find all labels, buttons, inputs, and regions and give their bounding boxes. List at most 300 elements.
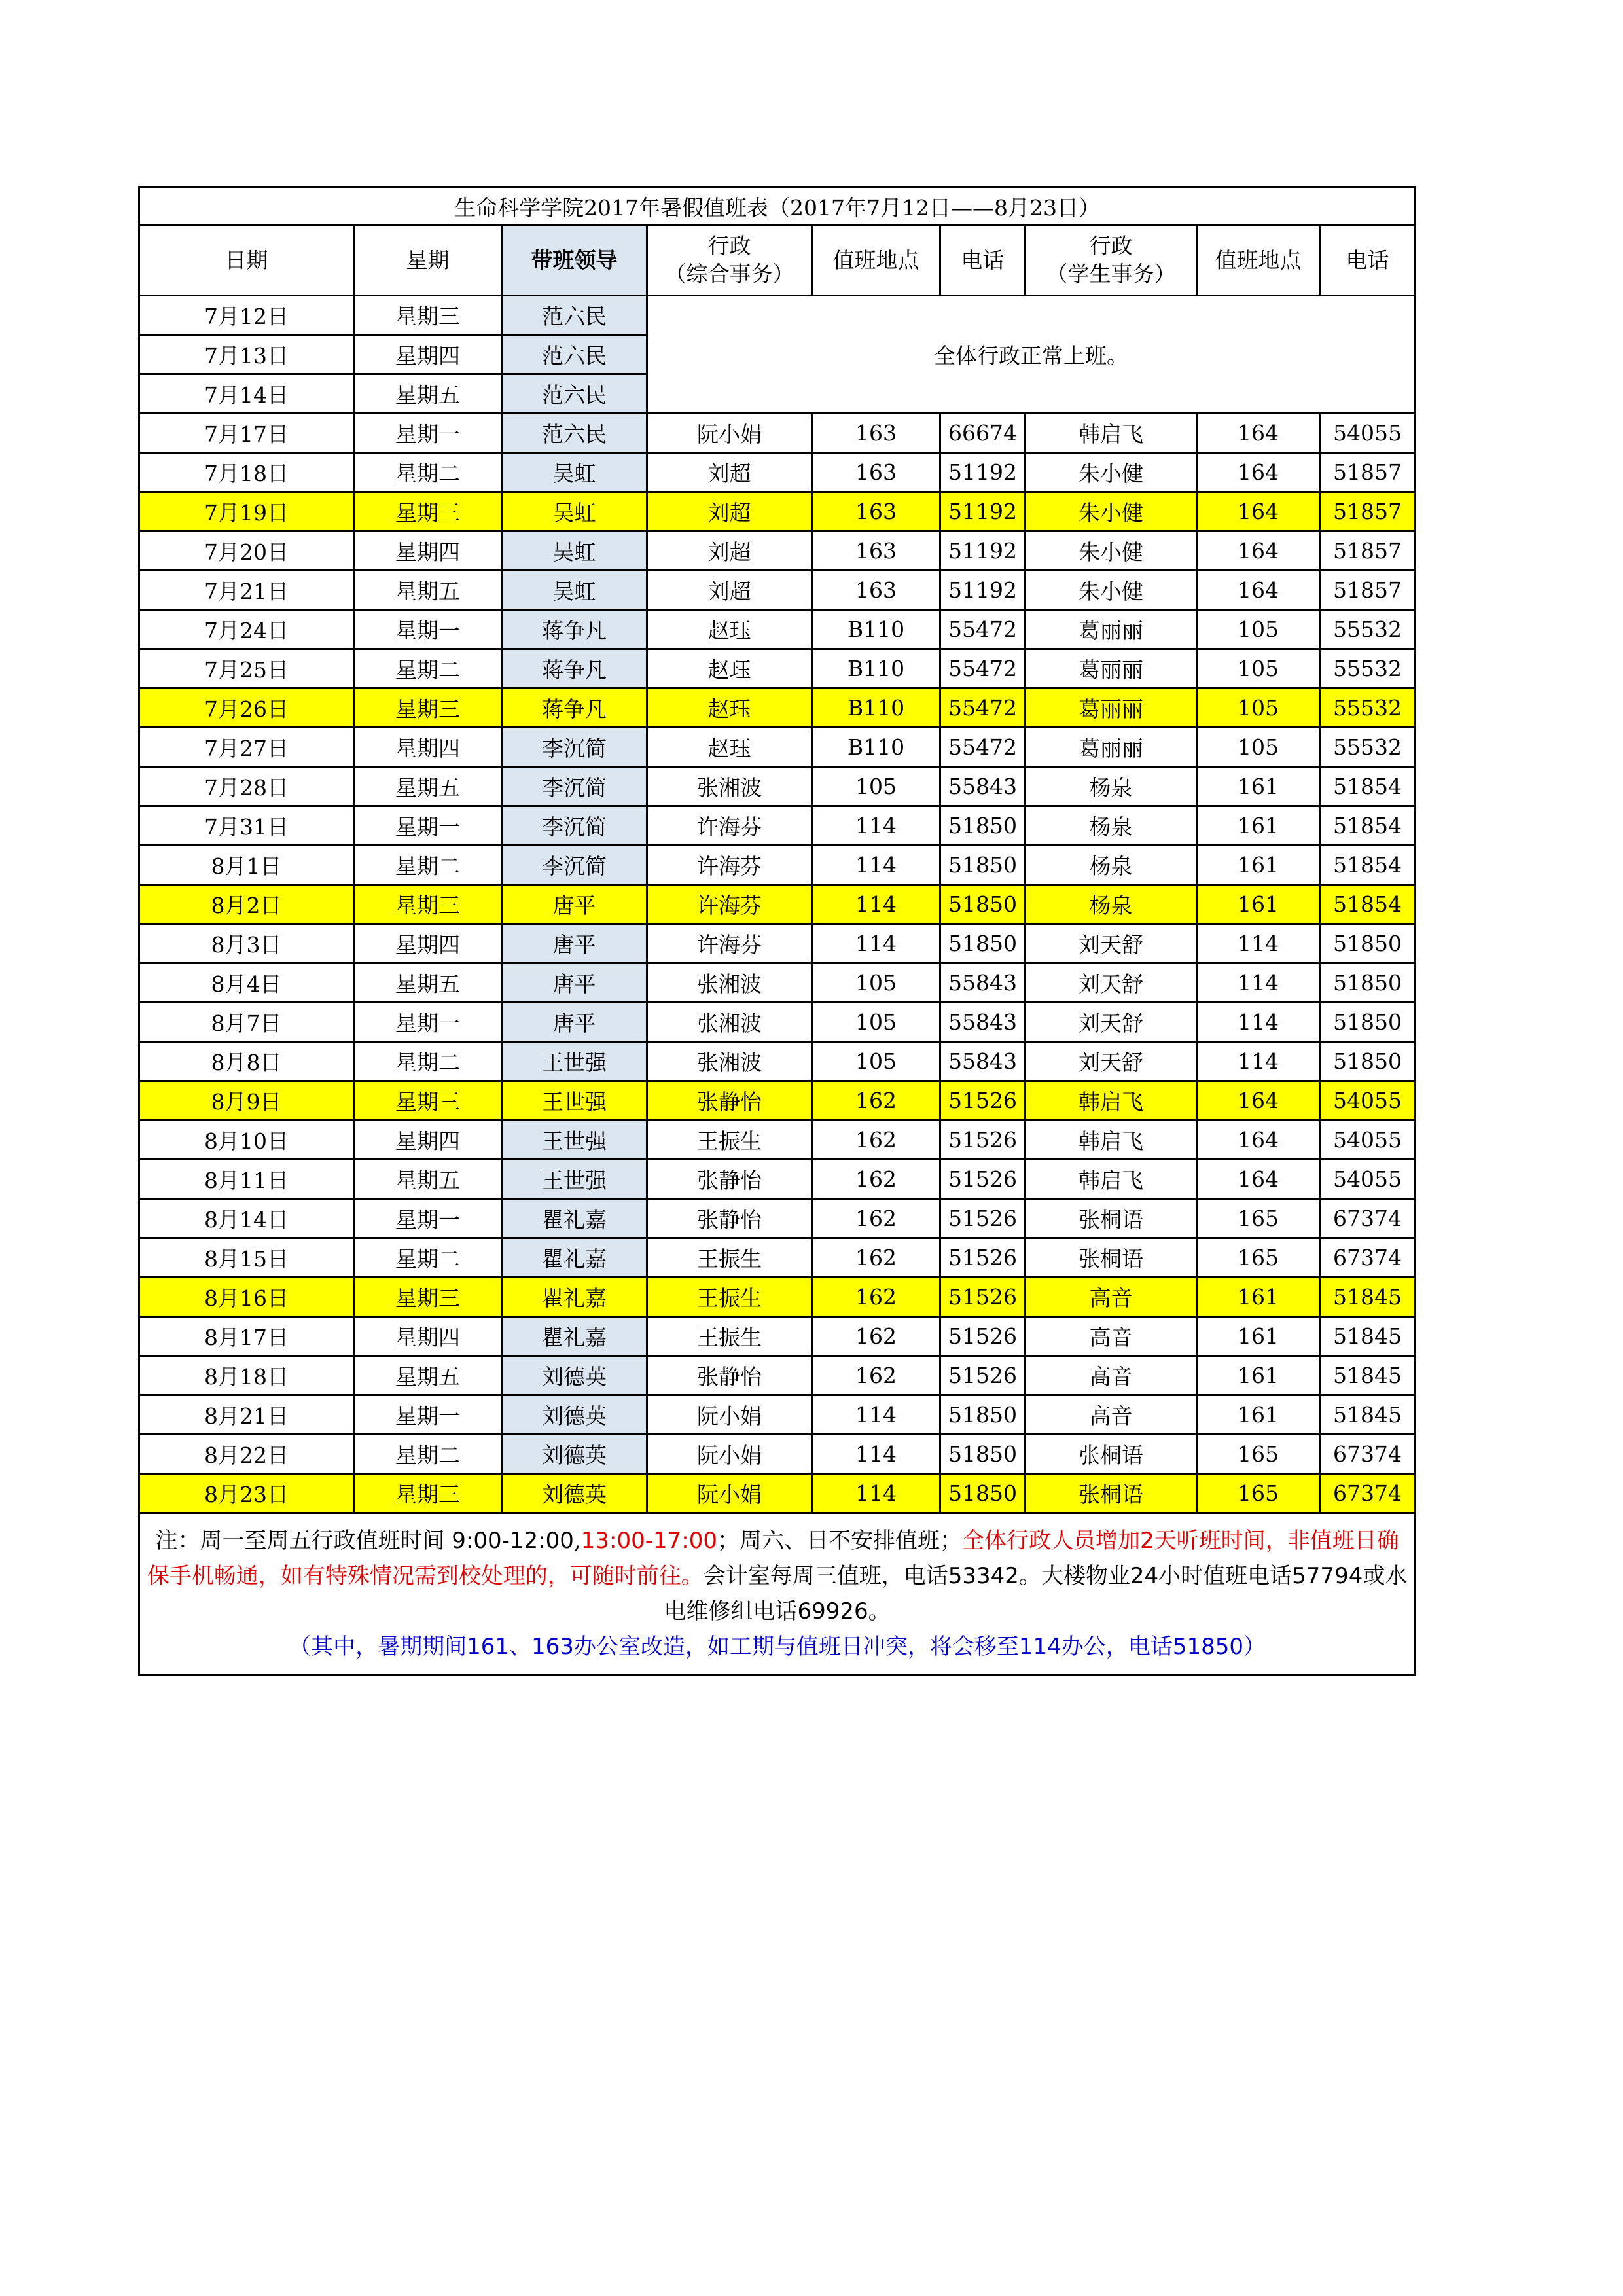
table-row	[139, 453, 1416, 492]
row-phone-1: 51526	[940, 1199, 1026, 1238]
row-location-1: B110	[812, 610, 940, 649]
row-admin-general: 阮小娟	[647, 1435, 812, 1474]
row-location-1: 162	[812, 1278, 940, 1317]
table-row	[139, 296, 1416, 335]
row-location-1: 114	[812, 1474, 940, 1513]
row-phone-1: 51192	[940, 492, 1026, 531]
row-phone-2: 67374	[1320, 1435, 1416, 1474]
row-leader: 王世强	[502, 1160, 647, 1199]
row-phone-2: 54055	[1320, 1121, 1416, 1160]
note-text-part11: 。大楼物业	[1018, 1563, 1130, 1589]
row-phone-2: 51854	[1320, 846, 1416, 885]
row-date: 7月19日	[139, 492, 354, 531]
row-admin-general: 张静怡	[647, 1356, 812, 1395]
row-weekday: 星期五	[354, 767, 502, 806]
row-phone-2: 54055	[1320, 1160, 1416, 1199]
row-date: 7月28日	[139, 767, 354, 806]
row-date: 8月4日	[139, 963, 354, 1003]
row-admin-student: 朱小健	[1026, 531, 1197, 571]
row-leader: 刘德英	[502, 1356, 647, 1395]
row-location-1: 105	[812, 963, 940, 1003]
table-row	[139, 806, 1416, 846]
table-row	[139, 1199, 1416, 1238]
note-text-part16: 69926	[797, 1598, 868, 1624]
row-phone-2: 51850	[1320, 924, 1416, 963]
row-admin-general: 张湘波	[647, 963, 812, 1003]
row-admin-student: 韩启飞	[1026, 1160, 1197, 1199]
row-leader: 王世强	[502, 1121, 647, 1160]
row-weekday: 星期四	[354, 1317, 502, 1356]
row-location-2: 161	[1197, 806, 1320, 846]
row-location-2: 165	[1197, 1435, 1320, 1474]
row-admin-student: 高音	[1026, 1356, 1197, 1395]
row-phone-2: 51857	[1320, 571, 1416, 610]
row-location-2: 105	[1197, 728, 1320, 767]
row-admin-student: 葛丽丽	[1026, 610, 1197, 649]
row-admin-student: 朱小健	[1026, 492, 1197, 531]
row-location-2: 114	[1197, 924, 1320, 963]
row-leader: 王世强	[502, 1042, 647, 1081]
note-blue-blue7: 办公，电话	[1061, 1634, 1173, 1660]
row-admin-student: 张桐语	[1026, 1435, 1197, 1474]
table-row	[139, 492, 1416, 531]
row-location-2: 161	[1197, 767, 1320, 806]
row-leader: 范六民	[502, 335, 647, 374]
row-weekday: 星期三	[354, 296, 502, 335]
row-weekday: 星期一	[354, 1199, 502, 1238]
row-phone-1: 51526	[940, 1278, 1026, 1317]
row-location-1: 162	[812, 1160, 940, 1199]
row-admin-general: 刘超	[647, 571, 812, 610]
row-date: 8月23日	[139, 1474, 354, 1513]
note-text-part17: 。	[868, 1598, 891, 1624]
row-weekday: 星期一	[354, 1395, 502, 1435]
note-blue-blue8: 51850	[1172, 1634, 1243, 1660]
row-location-2: 161	[1197, 1395, 1320, 1435]
row-location-1: 163	[812, 414, 940, 453]
row-admin-student: 韩启飞	[1026, 414, 1197, 453]
row-phone-2: 55532	[1320, 689, 1416, 728]
row-date: 8月15日	[139, 1238, 354, 1278]
row-date: 8月7日	[139, 1003, 354, 1042]
row-phone-1: 51526	[940, 1238, 1026, 1278]
row-leader: 吴虹	[502, 571, 647, 610]
note-blue-blue9: ）	[1243, 1634, 1266, 1660]
row-location-2: 161	[1197, 846, 1320, 885]
table-row	[139, 1003, 1416, 1042]
row-phone-2: 51845	[1320, 1317, 1416, 1356]
table-row	[139, 531, 1416, 571]
row-date: 7月17日	[139, 414, 354, 453]
table-row	[139, 1356, 1416, 1395]
row-phone-1: 51850	[940, 1474, 1026, 1513]
row-leader: 吴虹	[502, 492, 647, 531]
row-location-2: 114	[1197, 1003, 1320, 1042]
row-weekday: 星期一	[354, 414, 502, 453]
row-leader: 李沉简	[502, 728, 647, 767]
header-admin-student	[1026, 226, 1197, 296]
row-location-1: 162	[812, 1238, 940, 1278]
row-location-2: 161	[1197, 1278, 1320, 1317]
row-location-1: 162	[812, 1199, 940, 1238]
row-admin-general: 许海芬	[647, 846, 812, 885]
row-location-2: 164	[1197, 1160, 1320, 1199]
row-date: 8月10日	[139, 1121, 354, 1160]
row-leader: 刘德英	[502, 1395, 647, 1435]
header-leader: 带班领导	[502, 226, 647, 296]
row-admin-student: 葛丽丽	[1026, 649, 1197, 689]
row-location-2: 105	[1197, 689, 1320, 728]
row-weekday: 星期二	[354, 846, 502, 885]
row-weekday: 星期一	[354, 806, 502, 846]
row-admin-general: 王振生	[647, 1317, 812, 1356]
row-location-1: 105	[812, 1003, 940, 1042]
row-weekday: 星期二	[354, 1435, 502, 1474]
row-leader: 瞿礼嘉	[502, 1278, 647, 1317]
row-phone-1: 51850	[940, 1395, 1026, 1435]
row-weekday: 星期三	[354, 689, 502, 728]
row-admin-general: 王振生	[647, 1121, 812, 1160]
row-phone-2: 51857	[1320, 531, 1416, 571]
note-blue-blue1: （其中，暑期期间	[289, 1634, 467, 1660]
row-phone-2: 54055	[1320, 414, 1416, 453]
row-admin-general: 阮小娟	[647, 414, 812, 453]
row-leader: 刘德英	[502, 1474, 647, 1513]
row-location-2: 164	[1197, 1121, 1320, 1160]
row-date: 7月21日	[139, 571, 354, 610]
row-phone-1: 55843	[940, 1003, 1026, 1042]
row-weekday: 星期三	[354, 1474, 502, 1513]
row-admin-general: 刘超	[647, 531, 812, 571]
table-row	[139, 1278, 1416, 1317]
row-weekday: 星期四	[354, 1121, 502, 1160]
row-admin-student: 刘天舒	[1026, 963, 1197, 1003]
note-text-part12: 24	[1130, 1563, 1159, 1589]
note-text-part9: 会计室每周三值班，电话	[703, 1563, 948, 1589]
table-row	[139, 1042, 1416, 1081]
row-date: 7月26日	[139, 689, 354, 728]
row-location-1: 162	[812, 1081, 940, 1121]
header-location-1: 值班地点	[812, 226, 940, 296]
row-phone-2: 55532	[1320, 728, 1416, 767]
note-text-part2: 9:00-12:00	[452, 1528, 574, 1554]
header-phone-2: 电话	[1320, 226, 1416, 296]
row-admin-student: 葛丽丽	[1026, 689, 1197, 728]
row-phone-1: 51850	[940, 1435, 1026, 1474]
row-location-2: 164	[1197, 414, 1320, 453]
row-date: 8月11日	[139, 1160, 354, 1199]
row-location-2: 161	[1197, 885, 1320, 924]
row-admin-student: 杨泉	[1026, 767, 1197, 806]
row-location-1: 163	[812, 531, 940, 571]
row-leader: 范六民	[502, 414, 647, 453]
row-phone-1: 55472	[940, 728, 1026, 767]
row-admin-student: 葛丽丽	[1026, 728, 1197, 767]
table-row	[139, 924, 1416, 963]
row-admin-general: 王振生	[647, 1238, 812, 1278]
row-location-1: 105	[812, 767, 940, 806]
row-date: 7月24日	[139, 610, 354, 649]
note-text-part8: 天听班时间，非值班日确保手机畅通，如有特殊情况需到校处理的，可随时前往。	[147, 1528, 1399, 1589]
table-row	[139, 767, 1416, 806]
row-location-2: 105	[1197, 610, 1320, 649]
row-admin-general: 张静怡	[647, 1199, 812, 1238]
row-date: 7月20日	[139, 531, 354, 571]
table-title: 生命科学学院2017年暑假值班表（2017年7月12日——8月23日）	[139, 187, 1416, 226]
row-admin-student: 杨泉	[1026, 885, 1197, 924]
row-phone-2: 51845	[1320, 1278, 1416, 1317]
row-admin-general: 赵珏	[647, 689, 812, 728]
row-leader: 瞿礼嘉	[502, 1317, 647, 1356]
row-admin-student: 张桐语	[1026, 1238, 1197, 1278]
row-location-2: 164	[1197, 1081, 1320, 1121]
row-admin-general: 许海芬	[647, 924, 812, 963]
row-date: 7月31日	[139, 806, 354, 846]
row-phone-1: 55472	[940, 649, 1026, 689]
note-text-part4: 13:00-17:00	[580, 1528, 717, 1554]
row-location-1: 163	[812, 492, 940, 531]
row-phone-2: 67374	[1320, 1238, 1416, 1278]
note-text-part14: 57794	[1292, 1563, 1363, 1589]
row-admin-general: 张静怡	[647, 1160, 812, 1199]
row-weekday: 星期一	[354, 1003, 502, 1042]
row-admin-student: 张桐语	[1026, 1199, 1197, 1238]
row-location-2: 165	[1197, 1238, 1320, 1278]
row-location-2: 165	[1197, 1474, 1320, 1513]
row-leader: 范六民	[502, 374, 647, 414]
row-admin-student: 朱小健	[1026, 571, 1197, 610]
row-phone-2: 67374	[1320, 1474, 1416, 1513]
header-location-2: 值班地点	[1197, 226, 1320, 296]
table-row	[139, 885, 1416, 924]
note-text-part6: 全体行政人员增加	[961, 1528, 1140, 1554]
row-leader: 瞿礼嘉	[502, 1238, 647, 1278]
table-row	[139, 846, 1416, 885]
row-admin-general: 阮小娟	[647, 1474, 812, 1513]
table-row	[139, 1160, 1416, 1199]
row-weekday: 星期五	[354, 963, 502, 1003]
note-text-part7: 2	[1139, 1528, 1154, 1554]
table-row	[139, 1435, 1416, 1474]
row-weekday: 星期四	[354, 335, 502, 374]
header-row	[139, 226, 1416, 296]
row-location-1: 114	[812, 1435, 940, 1474]
header-admin-general-line2: （综合事务）	[664, 261, 794, 287]
row-leader: 李沉简	[502, 806, 647, 846]
row-date: 7月13日	[139, 335, 354, 374]
header-admin-student-line1: 行政	[1089, 233, 1133, 259]
row-phone-1: 51526	[940, 1081, 1026, 1121]
row-weekday: 星期四	[354, 531, 502, 571]
footnote	[139, 1513, 1416, 1675]
row-admin-student: 高音	[1026, 1278, 1197, 1317]
row-leader: 唐平	[502, 963, 647, 1003]
row-phone-1: 51850	[940, 885, 1026, 924]
note-text-part3: ,	[573, 1528, 581, 1554]
row-date: 8月9日	[139, 1081, 354, 1121]
note-blue-blue5: 办公室改造，如工期与值班日冲突，将会移至	[573, 1634, 1019, 1660]
row-leader: 李沉简	[502, 846, 647, 885]
row-phone-1: 51192	[940, 531, 1026, 571]
row-date: 8月8日	[139, 1042, 354, 1081]
row-date: 8月14日	[139, 1199, 354, 1238]
row-weekday: 星期二	[354, 649, 502, 689]
header-admin-student-line2: （学生事务）	[1046, 261, 1176, 287]
table-row	[139, 963, 1416, 1003]
all-staff-normal-note: 全体行政正常上班。	[647, 296, 1416, 414]
row-location-2: 164	[1197, 453, 1320, 492]
row-admin-student: 高音	[1026, 1317, 1197, 1356]
row-admin-student: 高音	[1026, 1395, 1197, 1435]
table-row	[139, 571, 1416, 610]
row-admin-general: 赵珏	[647, 649, 812, 689]
header-weekday: 星期	[354, 226, 502, 296]
table-row	[139, 1317, 1416, 1356]
row-phone-1: 51192	[940, 453, 1026, 492]
row-phone-1: 66674	[940, 414, 1026, 453]
row-phone-2: 51845	[1320, 1395, 1416, 1435]
row-phone-2: 54055	[1320, 1081, 1416, 1121]
note-blue-blue2: 161	[467, 1634, 509, 1660]
row-location-1: 162	[812, 1356, 940, 1395]
row-weekday: 星期五	[354, 1160, 502, 1199]
row-admin-general: 阮小娟	[647, 1395, 812, 1435]
row-phone-1: 51192	[940, 571, 1026, 610]
row-location-1: B110	[812, 649, 940, 689]
row-phone-1: 51850	[940, 806, 1026, 846]
row-location-1: 114	[812, 1395, 940, 1435]
row-weekday: 星期三	[354, 885, 502, 924]
row-admin-student: 杨泉	[1026, 806, 1197, 846]
duty-schedule-table	[138, 186, 1416, 1676]
note-blue-blue4: 163	[531, 1634, 574, 1660]
row-phone-2: 51850	[1320, 1003, 1416, 1042]
table-row	[139, 1474, 1416, 1513]
row-phone-2: 55532	[1320, 649, 1416, 689]
row-location-1: 162	[812, 1121, 940, 1160]
row-phone-1: 51850	[940, 924, 1026, 963]
row-weekday: 星期四	[354, 728, 502, 767]
note-text-part1: 注：周一至周五行政值班时间	[155, 1528, 452, 1554]
row-phone-1: 55843	[940, 963, 1026, 1003]
row-leader: 蒋争凡	[502, 649, 647, 689]
row-admin-general: 刘超	[647, 453, 812, 492]
table-row	[139, 1121, 1416, 1160]
table-row	[139, 689, 1416, 728]
row-phone-2: 51854	[1320, 885, 1416, 924]
row-date: 7月27日	[139, 728, 354, 767]
row-phone-2: 51857	[1320, 492, 1416, 531]
row-date: 8月22日	[139, 1435, 354, 1474]
row-leader: 刘德英	[502, 1435, 647, 1474]
table-row	[139, 1395, 1416, 1435]
row-leader: 唐平	[502, 1003, 647, 1042]
table-row	[139, 610, 1416, 649]
row-admin-student: 杨泉	[1026, 846, 1197, 885]
table-row	[139, 649, 1416, 689]
row-leader: 李沉简	[502, 767, 647, 806]
row-leader: 蒋争凡	[502, 610, 647, 649]
row-weekday: 星期五	[354, 374, 502, 414]
header-phone-1: 电话	[940, 226, 1026, 296]
row-phone-2: 51850	[1320, 963, 1416, 1003]
row-phone-2: 55532	[1320, 610, 1416, 649]
row-admin-student: 刘天舒	[1026, 1042, 1197, 1081]
row-leader: 范六民	[502, 296, 647, 335]
row-date: 8月16日	[139, 1278, 354, 1317]
row-leader: 王世强	[502, 1081, 647, 1121]
row-admin-student: 刘天舒	[1026, 924, 1197, 963]
row-phone-1: 51526	[940, 1317, 1026, 1356]
row-weekday: 星期三	[354, 1278, 502, 1317]
row-phone-2: 51845	[1320, 1356, 1416, 1395]
table-row	[139, 414, 1416, 453]
row-admin-student: 刘天舒	[1026, 1003, 1197, 1042]
row-leader: 吴虹	[502, 453, 647, 492]
table-row	[139, 728, 1416, 767]
row-date: 8月3日	[139, 924, 354, 963]
row-admin-general: 张湘波	[647, 1003, 812, 1042]
row-location-1: 105	[812, 1042, 940, 1081]
header-admin-general-line1: 行政	[707, 233, 751, 259]
row-weekday: 星期二	[354, 1042, 502, 1081]
row-phone-1: 51526	[940, 1356, 1026, 1395]
row-leader: 唐平	[502, 885, 647, 924]
row-date: 7月14日	[139, 374, 354, 414]
row-phone-2: 51854	[1320, 806, 1416, 846]
row-admin-student: 张桐语	[1026, 1474, 1197, 1513]
row-date: 7月18日	[139, 453, 354, 492]
row-phone-1: 55843	[940, 767, 1026, 806]
row-leader: 吴虹	[502, 531, 647, 571]
row-weekday: 星期三	[354, 492, 502, 531]
row-admin-general: 张湘波	[647, 767, 812, 806]
row-location-2: 114	[1197, 1042, 1320, 1081]
row-location-1: 163	[812, 571, 940, 610]
row-phone-2: 67374	[1320, 1199, 1416, 1238]
row-date: 8月17日	[139, 1317, 354, 1356]
row-admin-general: 张静怡	[647, 1081, 812, 1121]
row-location-2: 161	[1197, 1356, 1320, 1395]
table-row	[139, 1081, 1416, 1121]
row-location-1: 114	[812, 806, 940, 846]
row-location-1: 163	[812, 453, 940, 492]
note-blue-blue3: 、	[509, 1634, 531, 1660]
row-weekday: 星期三	[354, 1081, 502, 1121]
row-admin-general: 赵珏	[647, 610, 812, 649]
row-date: 8月2日	[139, 885, 354, 924]
note-text-part5: ；周六、日不安排值班；	[717, 1528, 962, 1554]
row-phone-2: 51857	[1320, 453, 1416, 492]
row-location-2: 165	[1197, 1199, 1320, 1238]
row-phone-1: 51526	[940, 1160, 1026, 1199]
row-phone-1: 51526	[940, 1121, 1026, 1160]
row-leader: 瞿礼嘉	[502, 1199, 647, 1238]
row-location-1: 114	[812, 846, 940, 885]
row-phone-1: 55472	[940, 610, 1026, 649]
row-admin-student: 朱小健	[1026, 453, 1197, 492]
row-location-2: 164	[1197, 531, 1320, 571]
row-phone-1: 51850	[940, 846, 1026, 885]
row-admin-general: 许海芬	[647, 885, 812, 924]
row-weekday: 星期二	[354, 453, 502, 492]
row-date: 8月1日	[139, 846, 354, 885]
row-weekday: 星期五	[354, 1356, 502, 1395]
row-location-2: 164	[1197, 571, 1320, 610]
row-location-2: 114	[1197, 963, 1320, 1003]
row-leader: 唐平	[502, 924, 647, 963]
row-location-2: 105	[1197, 649, 1320, 689]
